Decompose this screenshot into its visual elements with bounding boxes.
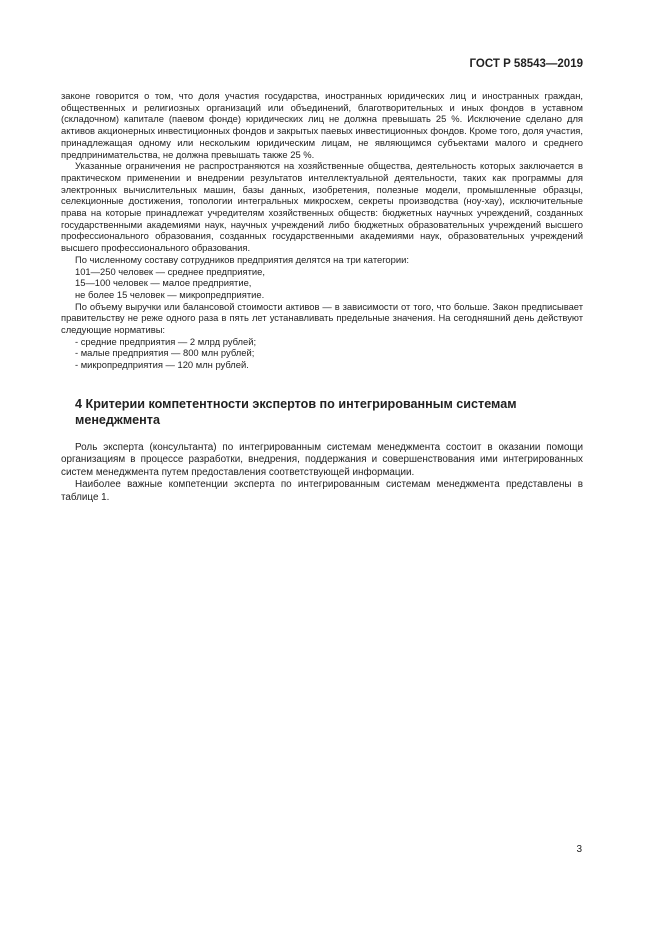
section-heading: 4 Критерии компетентности экспертов по интегрированным системам менеджмента: [75, 396, 517, 428]
paragraph-expert-role: Роль эксперта (консультанта) по интегрированным системам менеджмента состоит в оказании помощи организациям в процессе разработки, внедрения, поддержания и совершенствования ими интегрированных систем менеджмента путем предоставления соответствующей информации.: [61, 441, 583, 478]
list-item-norm-small: - малые предприятия — 800 млн рублей;: [75, 347, 255, 359]
list-item-medium: 101—250 человек — среднее предприятие,: [75, 265, 265, 277]
page-number: 3: [576, 844, 582, 855]
paragraph-staff-categories: По численному составу сотрудников предприятия делятся на три категории:: [75, 253, 409, 265]
list-item-norm-micro: - микропредприятия — 120 млн рублей.: [75, 359, 249, 371]
standard-number: ГОСТ Р 58543—2019: [469, 58, 583, 70]
list-item-norm-medium: - средние предприятия — 2 млрд рублей;: [75, 335, 257, 347]
paragraph-competences-ref: Наиболее важные компетенции эксперта по интегрированным системам менеджмента представлены в таблице 1.: [61, 479, 583, 503]
paragraph-restriction-exceptions: Указанные ограничения не распространяются на хозяйственные общества, деятельность которых заключается в практическом применении и внедрении результатов интеллектуальной деятельности, таких как программы для электронных вычислительных машин, базы данных, изобретения, полезные модели, промышленные образцы, селекционные достижения, топологии интегральных микросхем, секреты производства (ноу-хау), исключительные права на которые принадлежат учредителям хозяйственных обществ: бюджетных научных учреждений, созданных государственными академиями наук, научных учреждений либо бюджетных образовательных учреждений высшего профессионального образования, созданных государственными академиями наук, образовательных учреждений высшего профессионального образования.: [61, 160, 583, 254]
document-body: [61, 90, 583, 504]
paragraph-revenue-criteria: По объему выручки или балансовой стоимости активов — в зависимости от того, что больше. Закон предписывает правительству не реже одного раза в пять лет устанавливать предельные значения. На сегодняшний день действуют следующие нормативы:: [61, 300, 583, 336]
list-item-micro: не более 15 человек — микропредприятие.: [75, 288, 265, 300]
paragraph-ownership-limits: законе говорится о том, что доля участия государства, иностранных юридических лиц и иностранных граждан, общественных и религиозных организаций или объединений, благотворительных и иных фондов в уставном (складочном) капитале (паевом фонде) юридических лиц не должна превышать 25 %. Исключение сделано для активов акционерных инвестиционных фондов и закрытых паевых инвестиционных фондов. Кроме того, доля участия, принадлежащая одному или нескольким юридическим лицам, не являющимся субъектами малого и среднего предпринимательства, не должна превышать также 25 %.: [61, 90, 583, 160]
list-item-small: 15—100 человек — малое предприятие,: [75, 277, 252, 289]
